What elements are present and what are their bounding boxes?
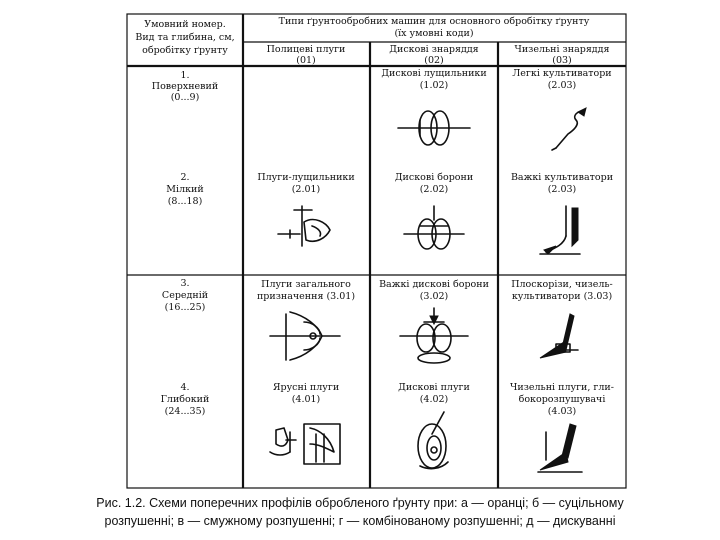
- header-left-line-3: обробітку ґрунту: [142, 45, 228, 56]
- header-left: [135, 19, 234, 56]
- stubble-plough-sketch: [278, 206, 330, 246]
- caption-line-2: розпушенні; в — смужному розпушенні; г — комбінованому розпушенні; д — дискуванні: [104, 514, 616, 528]
- cell-1-02-title: Дискові лущильники: [381, 68, 487, 79]
- general-plough-sketch: [270, 312, 340, 360]
- cell-4-03-code-a: бокорозпушувачі: [518, 394, 606, 405]
- header-group: [279, 16, 590, 39]
- cell-2-02-title: Дискові борони: [394, 172, 474, 183]
- row-4-number: 4.: [180, 382, 190, 393]
- light-cultivator-sketch: [552, 108, 586, 150]
- row-3-number: 3.: [180, 278, 190, 289]
- heavy-disk-harrow-sketch: [400, 308, 468, 363]
- row-2-depth: (8...18): [167, 196, 203, 207]
- row-3-type: Середній: [161, 290, 209, 301]
- cell-2-01-title: Плуги-лущильники: [257, 172, 355, 183]
- cell-4-02-code: (4.02): [419, 394, 449, 405]
- cell-2-03-title: Важкі культиватори: [510, 172, 614, 183]
- cell-1-02-code: (1.02): [419, 80, 449, 91]
- header-left-line-1: Умовний номер.: [144, 19, 226, 30]
- chisel-plough-sketch: [538, 424, 582, 472]
- column-header-03-code: (03): [552, 55, 572, 66]
- row-2-number: 2.: [180, 172, 190, 183]
- row-label-2: [166, 172, 203, 207]
- row-label-4: [161, 382, 210, 417]
- cell-4-02-title: Дискові плуги: [398, 382, 470, 393]
- cell-2-02-code: (2.02): [419, 184, 449, 195]
- row-2-type: Мілкий: [166, 184, 204, 195]
- cell-1-03-code: (2.03): [547, 80, 577, 91]
- cell-3-02-title: Важкі дискові борони: [379, 279, 489, 290]
- row-4-depth: (24...35): [164, 406, 206, 417]
- cell-4-03-title: Чизельні плуги, гли-: [510, 382, 614, 393]
- row-3-depth: (16...25): [164, 302, 206, 313]
- cell-3-03-title: Плоскорізи, чизель-: [511, 279, 613, 290]
- cell-4-01-title: Ярусні плуги: [272, 382, 340, 393]
- column-header-01-name: Полицеві плуги: [266, 44, 346, 55]
- figure-caption: [30, 494, 690, 530]
- row-1-type: Поверхневий: [151, 81, 219, 92]
- row-1-number: 1.: [180, 70, 190, 81]
- disk-stubble-plough-sketch: [398, 111, 470, 145]
- cell-4-03-code-b: (4.03): [547, 406, 577, 417]
- header-group-subtitle: (їх умовні коди): [394, 28, 474, 39]
- row-1-depth: (0...9): [170, 92, 200, 103]
- flat-cutter-sketch: [540, 314, 578, 358]
- disk-plough-sketch: [418, 412, 448, 469]
- header-left-line-2: Вид та глибина, см,: [135, 32, 235, 43]
- cell-2-01-code: (2.01): [291, 184, 321, 195]
- cell-3-03-code: культиватори (3.03): [511, 291, 613, 302]
- column-header-02-name: Дискові знаряддя: [389, 44, 479, 55]
- cell-3-01-title: Плуги загального: [261, 279, 351, 290]
- heavy-cultivator-sketch: [540, 206, 580, 254]
- cell-3-02-code: (3.02): [419, 291, 449, 302]
- cell-4-01-code: (4.01): [291, 394, 321, 405]
- tiered-plough-sketch: [270, 424, 340, 464]
- column-headers: [267, 44, 610, 66]
- row-label-3: [162, 278, 208, 313]
- column-header-01-code: (01): [296, 55, 316, 66]
- disk-harrow-sketch: [404, 206, 464, 249]
- cell-3-01-code: призначення (3.01): [256, 291, 356, 302]
- header-group-title: Типи ґрунтообробних машин для основного обробітку ґрунту: [278, 16, 590, 27]
- row-label-1: [152, 70, 218, 103]
- cell-1-03-title: Легкі культиватори: [512, 68, 612, 79]
- row-4-type: Глибокий: [160, 394, 210, 405]
- column-header-03-name: Чизельні знаряддя: [514, 44, 610, 55]
- caption-line-1: Рис. 1.2. Схеми поперечних профілів обробленого ґрунту при: а — оранці; б — суцільному: [96, 496, 624, 510]
- cell-2-03-code: (2.03): [547, 184, 577, 195]
- column-header-02-code: (02): [424, 55, 444, 66]
